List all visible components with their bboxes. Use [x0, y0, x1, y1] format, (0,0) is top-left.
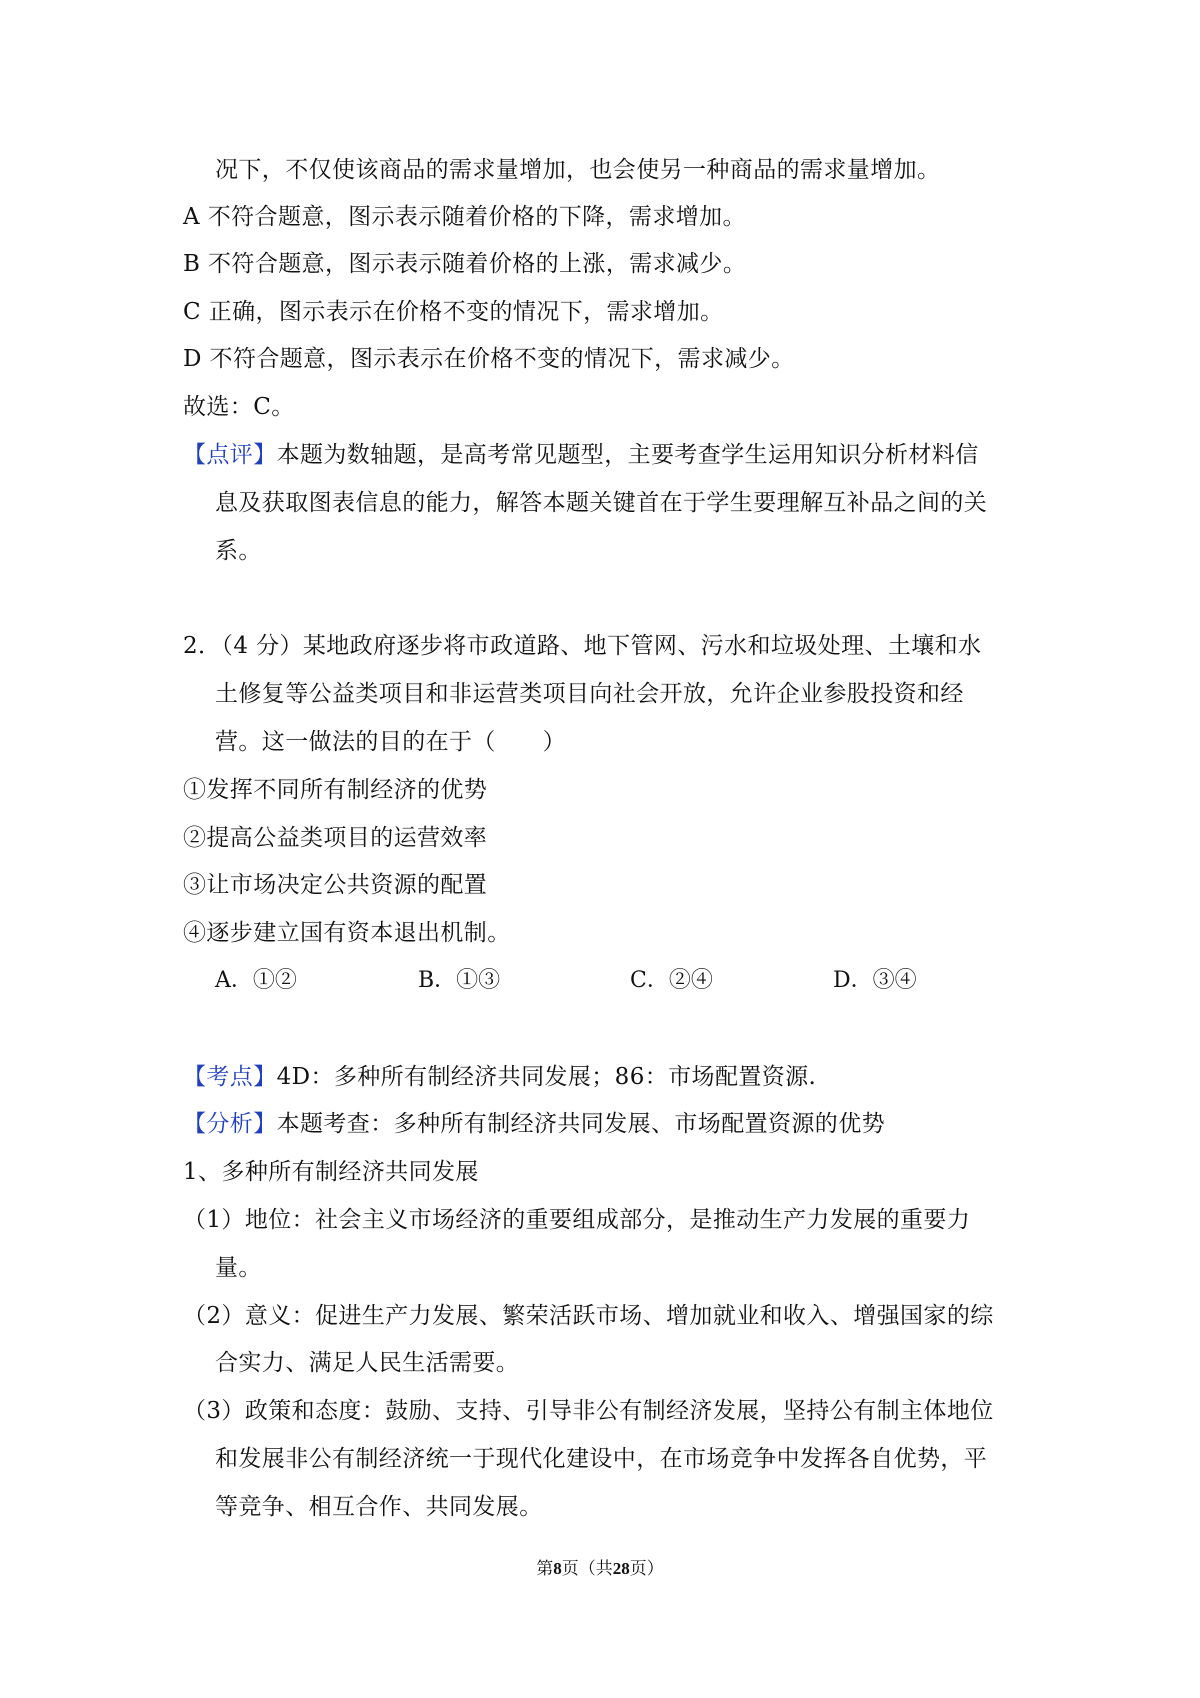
option-a-explanation: A 不符合题意，图示表示随着价格的下降，需求增加。 [183, 204, 746, 230]
current-page-number: 8 [553, 1559, 562, 1578]
point-1-line-2: 量。 [215, 1255, 262, 1281]
statement-3: ③让市场决定公共资源的配置 [183, 872, 488, 898]
explanation-line: 况下，不仅使该商品的需求量增加，也会使另一种商品的需求量增加。 [215, 157, 941, 183]
question-2-stem-1: 2．（4 分）某地政府逐步将市政道路、地下管网、污水和垃圾处理、土壤和水 [183, 633, 982, 659]
choice-c: C．②④ [630, 968, 713, 993]
answer-line: 故选：C。 [183, 394, 295, 420]
kaodian-line: 【考点】4D：多种所有制经济共同发展；86：市场配置资源. [183, 1064, 817, 1090]
total-pages: 28 [612, 1559, 630, 1578]
kaodian-tag: 【考点】 [183, 1064, 277, 1090]
question-2-stem-3: 营。这一做法的目的在于（ ） [215, 729, 566, 755]
page-footer: 第8页（共28页） [536, 1559, 664, 1579]
fenxi-heading: 1、多种所有制经济共同发展 [183, 1159, 479, 1185]
point-3-line-3: 等竞争、相互合作、共同发展。 [215, 1494, 543, 1520]
statement-1: ①发挥不同所有制经济的优势 [183, 777, 488, 803]
option-b-explanation: B 不符合题意，图示表示随着价格的上涨，需求减少。 [183, 251, 747, 277]
choice-b: B．①③ [418, 968, 501, 993]
point-3-line-2: 和发展非公有制经济统一于现代化建设中，在市场竞争中发挥各自优势，平 [215, 1446, 988, 1472]
option-d-explanation: D 不符合题意，图示表示在价格不变的情况下，需求减少。 [183, 346, 795, 372]
point-2-line-1: （2）意义：促进生产力发展、繁荣活跃市场、增加就业和收入、增强国家的综 [183, 1303, 994, 1329]
point-1-line-1: （1）地位：社会主义市场经济的重要组成部分，是推动生产力发展的重要力 [183, 1207, 971, 1233]
choice-a: A．①② [215, 968, 297, 993]
choice-d: D．③④ [833, 968, 917, 993]
fenxi-line: 【分析】本题考查：多种所有制经济共同发展、市场配置资源的优势 [183, 1111, 886, 1137]
option-c-explanation: C 正确，图示表示在价格不变的情况下，需求增加。 [183, 299, 724, 325]
statement-2: ②提高公益类项目的运营效率 [183, 825, 488, 851]
question-2-stem-2: 土修复等公益类项目和非运营类项目向社会开放，允许企业参股投资和经 [215, 681, 964, 707]
review-line-3: 系。 [215, 538, 262, 564]
review-line-2: 息及获取图表信息的能力，解答本题关键首在于学生要理解互补品之间的关 [215, 490, 988, 516]
review-tag: 【点评】 [183, 442, 277, 468]
fenxi-tag: 【分析】 [183, 1111, 277, 1137]
statement-4: ④逐步建立国有资本退出机制。 [183, 920, 511, 946]
point-3-line-1: （3）政策和态度：鼓励、支持、引导非公有制经济发展，坚持公有制主体地位 [183, 1398, 994, 1424]
point-2-line-2: 合实力、满足人民生活需要。 [215, 1350, 520, 1376]
review-line-1: 【点评】本题为数轴题，是高考常见题型，主要考查学生运用知识分析材料信 [183, 442, 979, 468]
